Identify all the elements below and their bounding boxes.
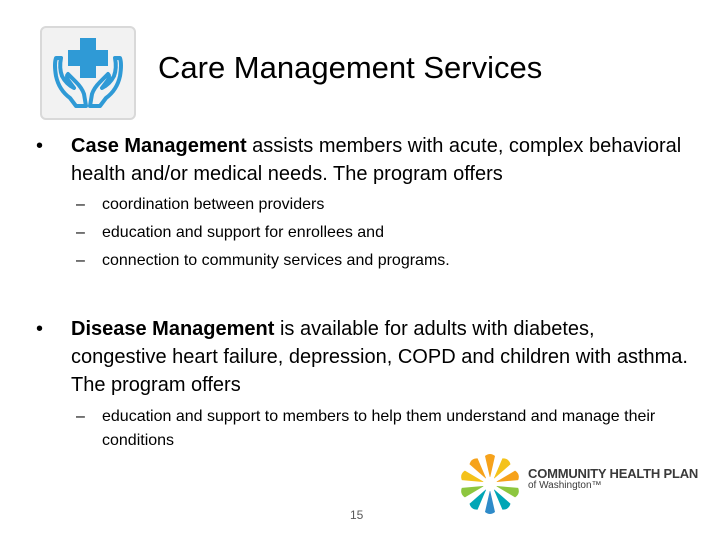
slide-title: Care Management Services xyxy=(158,50,543,85)
care-icon-tile xyxy=(40,26,136,120)
bullet-marker: • xyxy=(36,318,44,340)
bullet-text xyxy=(71,315,691,399)
logo-tagline: of Washington™ xyxy=(528,480,602,491)
bullet-body: assists members with acute, complex behavioral health and/or medical needs. The program offers xyxy=(71,135,682,185)
sub-marker: – xyxy=(76,196,85,213)
sub-marker: – xyxy=(76,224,85,241)
caring-hands-medical-cross-icon xyxy=(42,28,134,118)
sunburst-logo-icon xyxy=(458,452,522,516)
bullet-marker: • xyxy=(36,135,44,157)
bullet-heading: Case Management xyxy=(71,135,247,157)
sub-item-text: connection to community services and programs. xyxy=(102,252,450,269)
bullet-text xyxy=(71,132,691,188)
bullet-heading: Disease Management xyxy=(71,318,275,340)
sub-item-text: coordination between providers xyxy=(102,196,325,213)
logo-name: COMMUNITY HEALTH PLAN xyxy=(528,466,699,481)
sub-item-text: education and support for enrollees and xyxy=(102,224,384,241)
sub-item-text: education and support to members to help them understand and manage their conditions xyxy=(102,408,656,449)
sub-marker: – xyxy=(76,408,85,425)
bullet-body: is available for adults with diabetes, congestive heart failure, depression, COPD and children with asthma. The program offers xyxy=(71,318,688,396)
page-number: 15 xyxy=(350,508,364,522)
sub-marker: – xyxy=(76,252,85,269)
